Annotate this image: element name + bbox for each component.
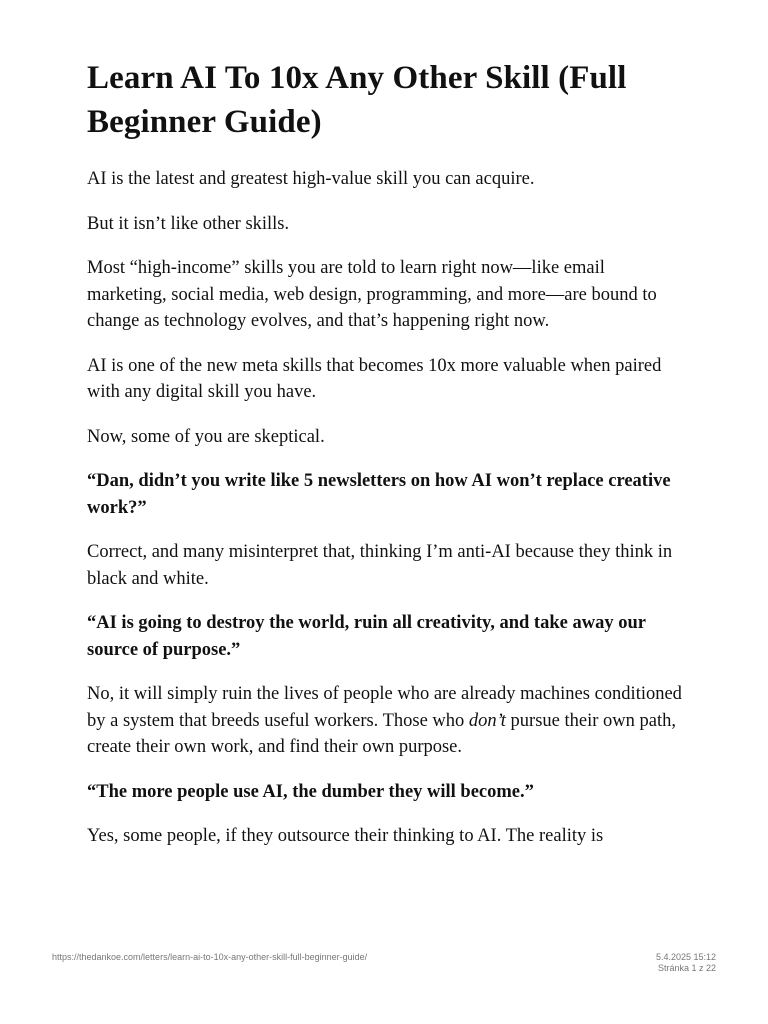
paragraph-text: pursue their own path, create their own work, and find their own purpose.	[87, 710, 676, 757]
quote-paragraph: “Dan, didn’t you write like 5 newsletters on how AI won’t replace creative work?”	[87, 471, 671, 518]
paragraph: Yes, some people, if they outsource their thinking to AI. The reality is	[87, 826, 604, 846]
paragraph: AI is one of the new meta skills that becomes 10x more valuable when paired with any digital skill you have.	[87, 355, 662, 402]
footer-datetime: 5.4.2025 15:12	[655, 952, 716, 962]
footer-page-number: Stránka 1 z 22	[657, 963, 716, 973]
paragraph: AI is the latest and greatest high-value skill you can acquire.	[87, 169, 535, 189]
paragraph: Most “high-income” skills you are told to learn right now—like email marketing, social media, web design, programming, and more—are bound to change as technology evolves, and that’s happening right now.	[87, 258, 657, 331]
emphasis-text: don’t	[468, 710, 506, 731]
paragraph: Correct, and many misinterpret that, thinking I’m anti-AI because they think in black and white.	[87, 542, 673, 589]
paragraph: But it isn’t like other skills.	[87, 213, 290, 234]
footer-url: https://thedankoe.com/letters/learn-ai-to-10x-any-other-skill-full-beginner-guide/	[52, 952, 368, 962]
footer-meta	[656, 952, 716, 974]
quote-paragraph: “AI is going to destroy the world, ruin all creativity, and take away our source of purpose.”	[87, 613, 646, 660]
paragraph: Now, some of you are skeptical.	[87, 426, 325, 447]
article-title: Learn AI To 10x Any Other Skill (Full Beginner Guide)	[87, 60, 627, 140]
paragraph	[87, 681, 687, 761]
article-body	[87, 56, 687, 868]
quote-paragraph: “The more people use AI, the dumber they will become.”	[87, 781, 534, 802]
paragraph-text: No, it will simply ruin the lives of people who are already machines conditioned by a system that breeds useful workers. Those who	[87, 684, 682, 731]
